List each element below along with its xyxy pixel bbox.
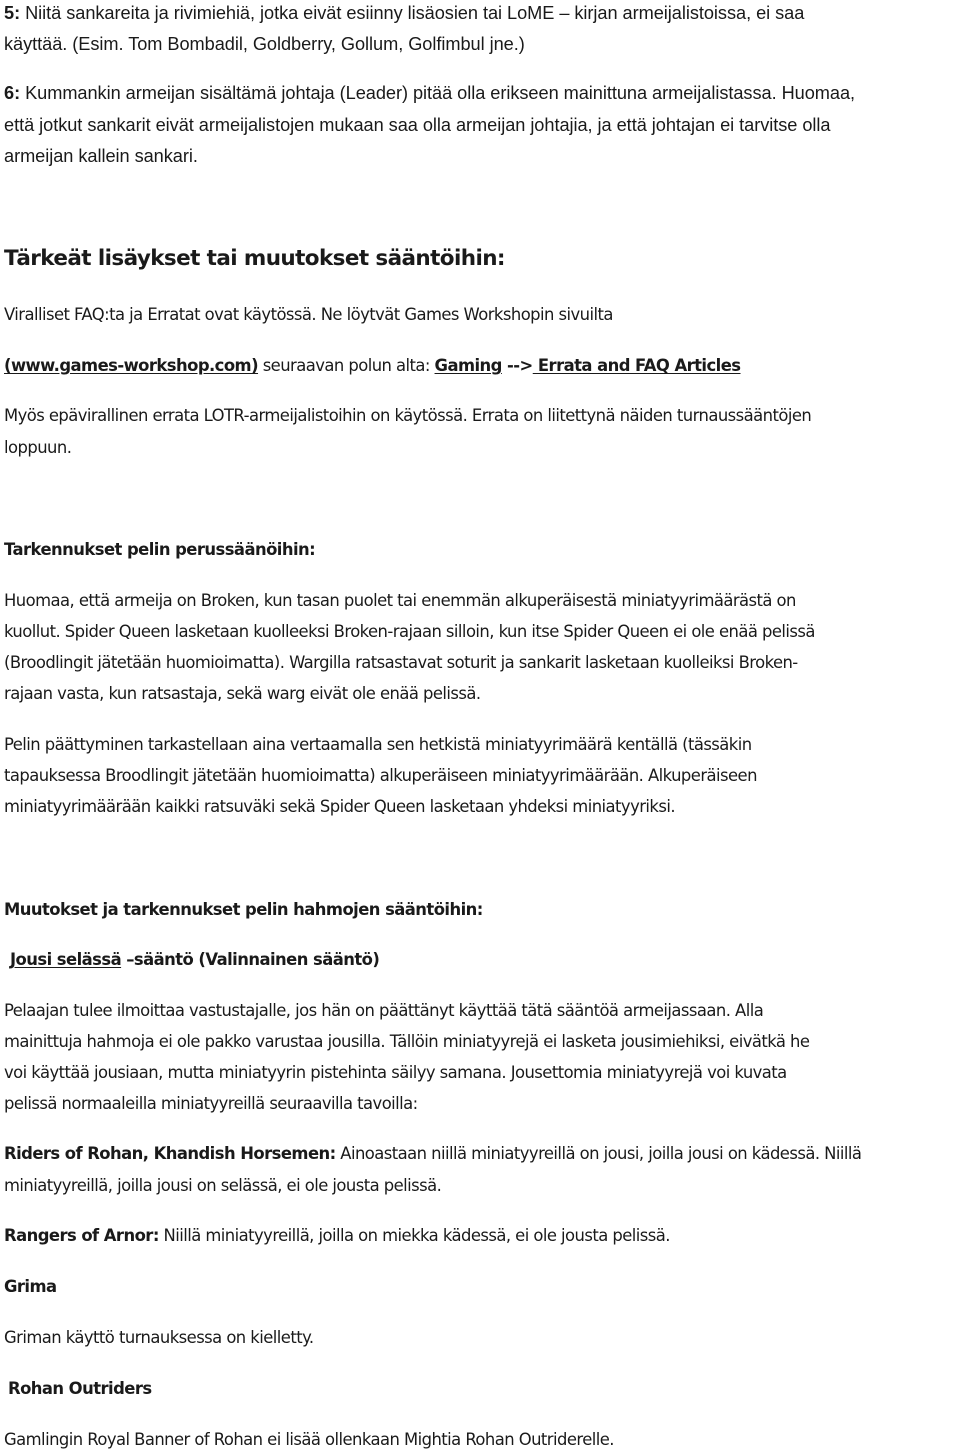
section-heading-hero-rules: Muutokset ja tarkennukset pelin hahmojen sääntöihin: (4, 900, 483, 919)
basic-p2-line-3: miniatyyrimäärään kaikki ratsuväki sekä Spider Queen lasketaan yhdeksi miniatyyriksi. (4, 797, 676, 816)
rule-6-line-2: että jotkut sankarit eivät armeijalistojen mukaan saa olla armeijan johtajia, ja että johtajan ei tarvitse olla (4, 115, 831, 135)
changes-line-2 (4, 358, 741, 374)
heroes-p1-line-1: Pelaajan tulee ilmoittaa vastustajalle, jos hän on päättänyt käyttää tätä sääntöä armeijassaan. Alla (4, 1001, 764, 1020)
rohan-outriders-heading: Rohan Outriders (8, 1379, 152, 1398)
rule-6-text: Kummankin armeijan sisältämä johtaja (Leader) pitää olla erikseen mainittuna armeijalistassa. Huomaa, (20, 83, 856, 103)
basic-p2-line-1: Pelin päättyminen tarkastellaan aina vertaamalla sen hetkistä miniatyyrimäärä kentällä (tässäkin (4, 735, 752, 754)
gaming-link[interactable]: Gaming (434, 356, 502, 375)
basic-p2-line-2: tapauksessa Broodlingit jätetään huomioimatta) alkuperäiseen miniatyyrimäärään. Alkuperäiseen (4, 766, 757, 785)
bow-on-back-subtitle: –sääntö (Valinnainen sääntö) (121, 950, 380, 969)
rule-6-number: 6: (4, 83, 21, 103)
errata-faq-link[interactable]: Errata and FAQ Articles (532, 356, 741, 375)
grima-heading: Grima (4, 1277, 57, 1296)
rohan-outriders-text: Gamlingin Royal Banner of Rohan ei lisää ollenkaan Mightia Rohan Outriderelle. (4, 1430, 614, 1449)
section-heading-changes: Tärkeät lisäykset tai muutokset sääntöihin: (4, 246, 505, 271)
riders-text: Ainoastaan niillä miniatyyreillä on jousi, joilla jousi on kädessä. Niillä (335, 1144, 862, 1163)
riders-line-1 (4, 1146, 861, 1162)
rangers-text: Niillä miniatyyreillä, joilla on miekka kädessä, ei ole jousta pelissä. (158, 1226, 670, 1245)
changes-paragraph-2-line-2: loppuun. (4, 438, 72, 457)
riders-line-2: miniatyyreillä, joilla jousi on selässä, ei ole jousta pelissä. (4, 1176, 442, 1195)
basic-p1-line-3: (Broodlingit jätetään huomioimatta). Wargilla ratsastavat soturit ja sankarit lasketaan kuolleiksi Broken- (4, 653, 798, 672)
games-workshop-link[interactable]: (www.games-workshop.com) (4, 356, 259, 375)
rule-6-line-1 (4, 84, 855, 102)
grima-text: Griman käyttö turnauksessa on kielletty. (4, 1328, 314, 1347)
heroes-p1-line-2: mainittuja hahmoja ei ole pakko varustaa jousilla. Tällöin miniatyyrejä ei lasketa jousimiehiksi, eivätkä he (4, 1032, 810, 1051)
changes-path-text: seuraavan polun alta: (258, 356, 435, 375)
rangers-label: Rangers of Arnor: (4, 1226, 159, 1245)
rangers-line (4, 1228, 670, 1244)
basic-p1-line-2: kuollut. Spider Queen lasketaan kuolleeksi Broken-rajaan silloin, kun itse Spider Queen ei ole enää pelissä (4, 622, 815, 641)
basic-p1-line-1: Huomaa, että armeija on Broken, kun tasan puolet tai enemmän alkuperäisestä miniatyyrimäärästä on (4, 591, 796, 610)
bow-on-back-rule-heading (10, 952, 379, 968)
basic-p1-line-4: rajaan vasta, kun ratsastaja, sekä warg eivät ole enää pelissä. (4, 684, 481, 703)
rule-5-number: 5: (4, 3, 21, 23)
rule-6-line-3: armeijan kallein sankari. (4, 146, 198, 166)
heroes-p1-line-4: pelissä normaaleilla miniatyyreillä seuraavilla tavoilla: (4, 1094, 418, 1113)
rule-5-text: Niitä sankareita ja rivimiehiä, jotka eivät esiinny lisäosien tai LoME – kirjan armeijalistoissa, ei saa (20, 3, 805, 23)
rule-5-line-2: käyttää. (Esim. Tom Bombadil, Goldberry, Gollum, Golfimbul jne.) (4, 34, 525, 54)
riders-label: Riders of Rohan, Khandish Horsemen: (4, 1144, 336, 1163)
changes-paragraph-2-line-1: Myös epävirallinen errata LOTR-armeijalistoihin on käytössä. Errata on liitettynä näiden turnaussääntöjen (4, 406, 812, 425)
heroes-p1-line-3: voi käyttää jousiaan, mutta miniatyyrin pistehinta säilyy samana. Jousettomia miniatyyrejä voi kuvata (4, 1063, 787, 1082)
path-arrow: --> (501, 356, 533, 375)
rule-5-line-1 (4, 4, 804, 22)
section-heading-basic-rules: Tarkennukset pelin perussäänöihin: (4, 540, 316, 559)
changes-line-1: Viralliset FAQ:ta ja Erratat ovat käytössä. Ne löytvät Games Workshopin sivuilta (4, 305, 613, 324)
bow-on-back-title: Jousi selässä (10, 950, 122, 969)
